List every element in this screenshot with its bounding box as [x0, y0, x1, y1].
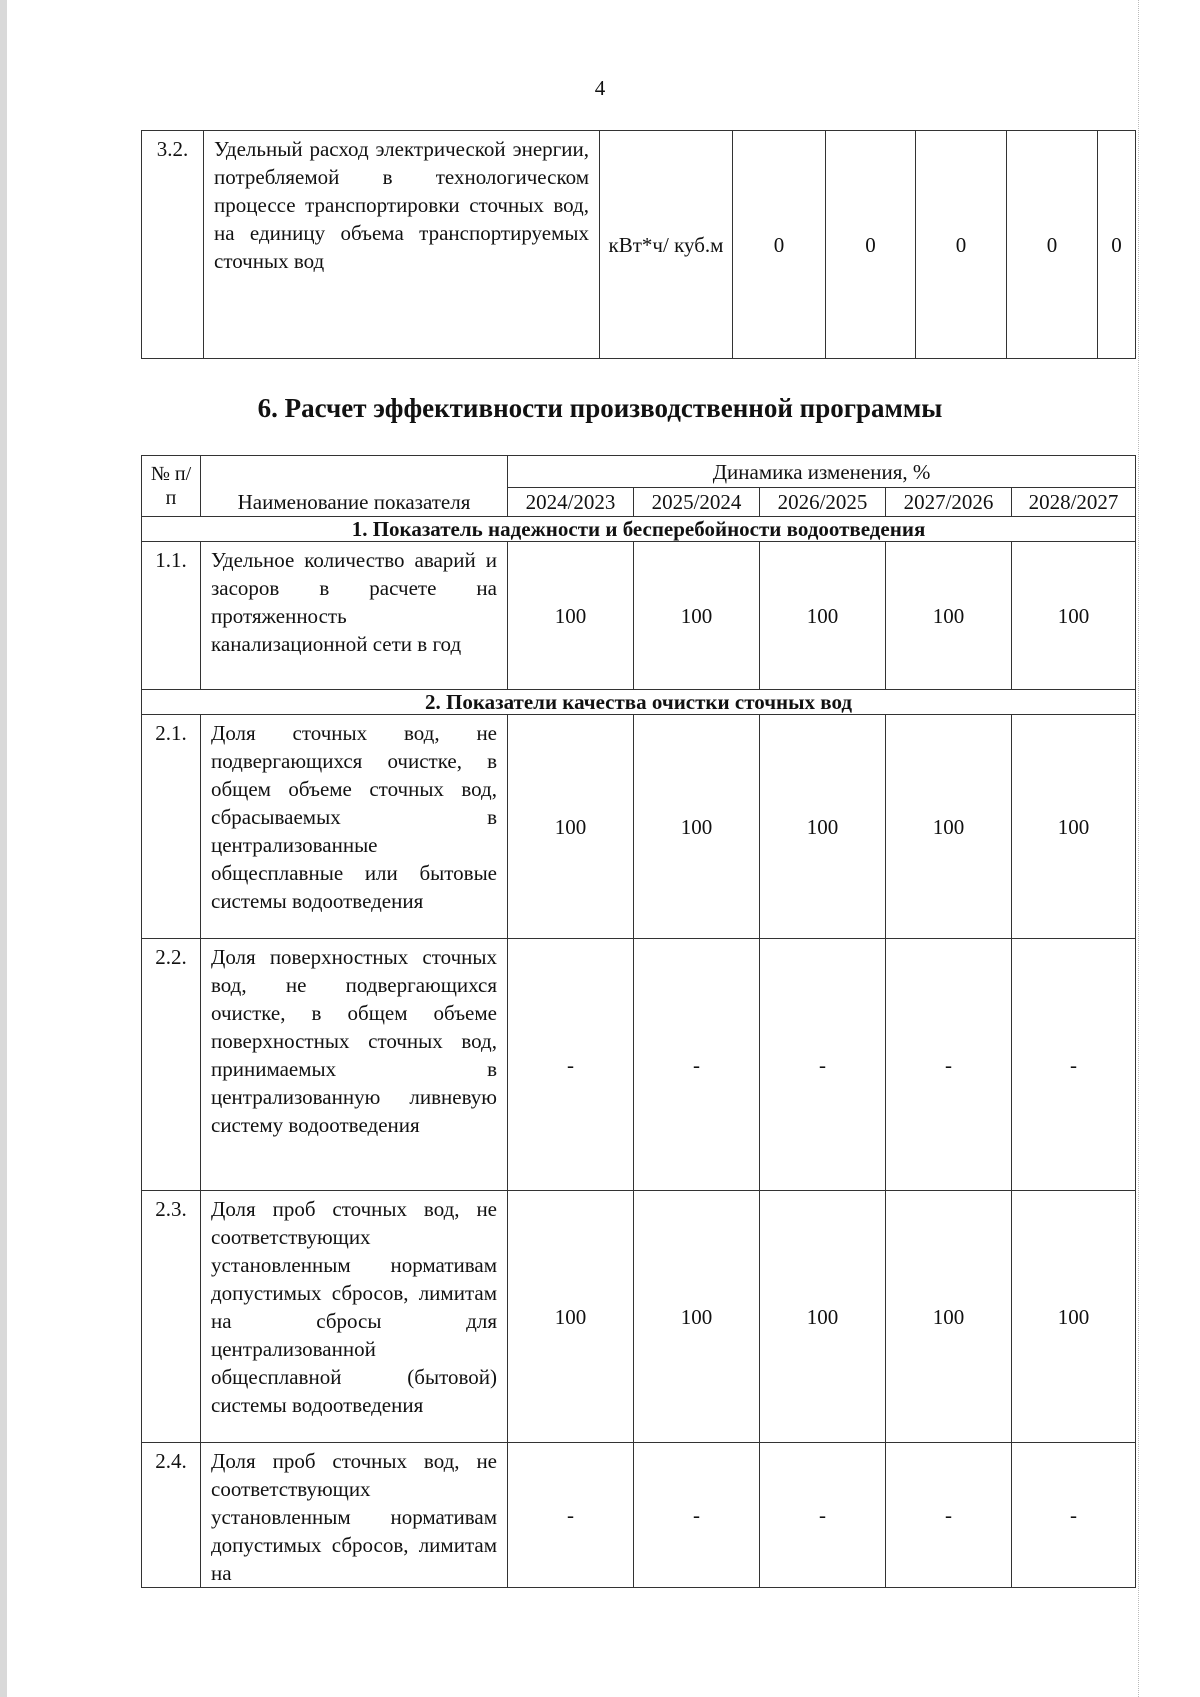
value-cell: 100: [886, 542, 1012, 690]
unit-cell: кВт*ч/ куб.м: [600, 131, 733, 359]
row-number: 2.2.: [142, 939, 201, 1191]
table-row: [142, 939, 1136, 1191]
group-title-row: [142, 690, 1136, 715]
header-name: Наименование показателя: [201, 456, 508, 517]
group-title: 2. Показатели качества очистки сточных вод: [142, 690, 1136, 715]
value-cell: 100: [760, 542, 886, 690]
table-row: [142, 131, 1136, 359]
value-cell: -: [634, 939, 760, 1191]
indicator-name: Удельное количество аварий и засоров в расчете на протяженность канализационной сети в год: [201, 542, 508, 690]
header-year: 2028/2027: [1012, 488, 1136, 517]
table-row: [142, 1443, 1136, 1588]
indicator-name: Доля проб сточных вод, не соответствующих установленным нормативам допустимых сбросов, лимитам на: [201, 1443, 508, 1588]
indicator-name: Доля сточных вод, не подвергающихся очистке, в общем объеме сточных вод, сбрасываемых в централизованные общесплавные или бытовые системы водоотведения: [201, 715, 508, 939]
value-cell: 100: [760, 1191, 886, 1443]
indicator-name: Доля поверхностных сточных вод, не подвергающихся очистке, в общем объеме поверхностных сточных вод, принимаемых в централизованную ливневую систему водоотведения: [201, 939, 508, 1191]
value-cell: 0: [826, 131, 916, 359]
value-cell: -: [634, 1443, 760, 1588]
value-cell: 100: [508, 542, 634, 690]
header-number: № п/п: [142, 456, 201, 517]
value-cell: 0: [1007, 131, 1098, 359]
page-number: 4: [594, 76, 606, 100]
value-cell: 0: [916, 131, 1007, 359]
row-number: 2.4.: [142, 1443, 201, 1588]
value-cell: 100: [1012, 715, 1136, 939]
header-year: 2027/2026: [886, 488, 1012, 517]
row-number: 2.1.: [142, 715, 201, 939]
value-cell: -: [886, 1443, 1012, 1588]
value-cell: -: [1012, 939, 1136, 1191]
value-cell: 100: [508, 1191, 634, 1443]
row-number: 3.2.: [142, 131, 204, 359]
value-cell: 100: [634, 1191, 760, 1443]
value-cell: -: [760, 939, 886, 1191]
header-year: 2026/2025: [760, 488, 886, 517]
value-cell: 100: [634, 542, 760, 690]
value-cell: 100: [634, 715, 760, 939]
value-cell: 100: [1012, 542, 1136, 690]
table-row: [142, 1191, 1136, 1443]
value-cell: -: [760, 1443, 886, 1588]
value-cell: -: [1012, 1443, 1136, 1588]
value-cell: 100: [886, 715, 1012, 939]
indicator-name: Удельный расход электрической энергии, потребляемой в технологическом процессе транспортировки сточных вод, на единицу объема транспортируемых сточных вод: [204, 131, 600, 359]
group-title-row: [142, 517, 1136, 542]
scan-right-edge: [1138, 0, 1139, 1697]
row-number: 2.3.: [142, 1191, 201, 1443]
table-header-row: [142, 456, 1136, 488]
value-cell: -: [508, 939, 634, 1191]
value-cell: 100: [760, 715, 886, 939]
value-cell: 100: [1012, 1191, 1136, 1443]
scan-left-edge: [0, 0, 7, 1697]
value-cell: 0: [1098, 131, 1136, 359]
value-cell: 100: [508, 715, 634, 939]
value-cell: 0: [733, 131, 826, 359]
table-row: [142, 542, 1136, 690]
header-year: 2024/2023: [508, 488, 634, 517]
efficiency-table: [141, 455, 1136, 1588]
row-number: 1.1.: [142, 542, 201, 690]
value-cell: 100: [886, 1191, 1012, 1443]
value-cell: -: [508, 1443, 634, 1588]
indicator-name: Доля проб сточных вод, не соответствующих установленным нормативам допустимых сбросов, лимитам на сбросы для централизованной общесплавной (бытовой) системы водоотведения: [201, 1191, 508, 1443]
header-year: 2025/2024: [634, 488, 760, 517]
table-row: [142, 715, 1136, 939]
section-title: 6. Расчет эффективности производственной программы: [257, 393, 943, 423]
value-cell: -: [886, 939, 1012, 1191]
continuation-table: [141, 130, 1136, 359]
group-title: 1. Показатель надежности и бесперебойности водоотведения: [142, 517, 1136, 542]
header-dynamics: Динамика изменения, %: [508, 456, 1136, 488]
